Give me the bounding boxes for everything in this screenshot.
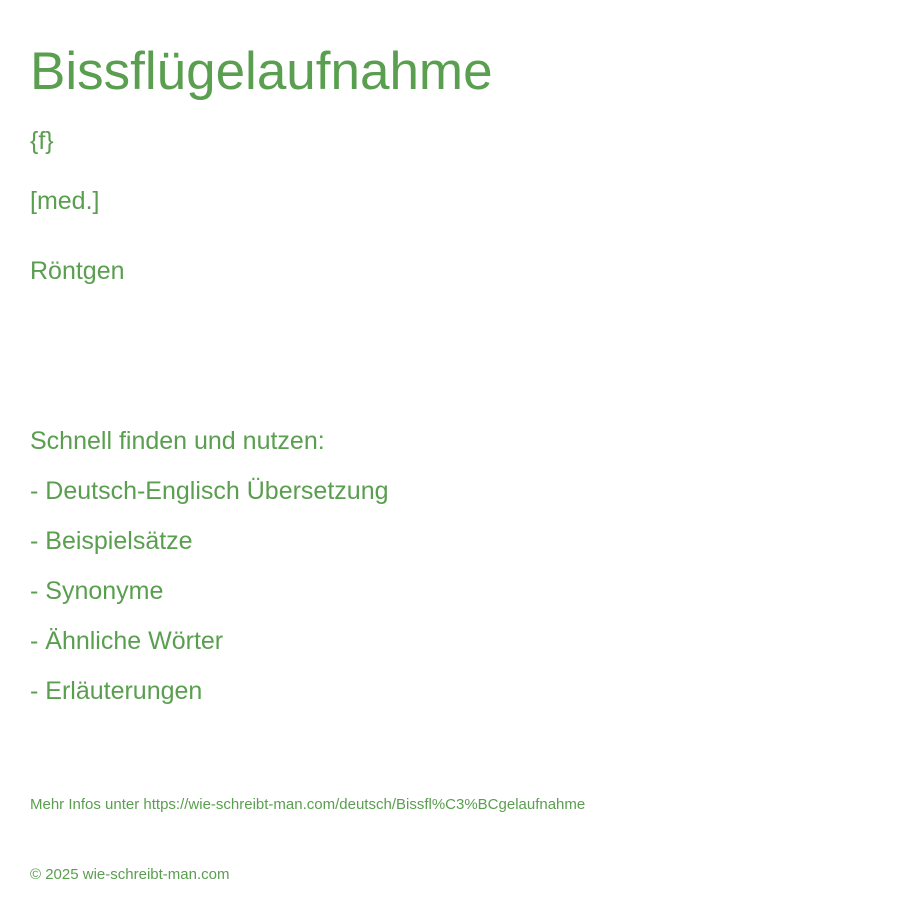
quick-find-item-synonyms: - Synonyme xyxy=(30,577,164,605)
entry-title: Bissflügelaufnahme xyxy=(30,42,493,101)
quick-find-item-examples: - Beispielsätze xyxy=(30,527,193,555)
quick-find-list xyxy=(30,476,389,726)
quick-find-item-explanations: - Erläuterungen xyxy=(30,677,203,705)
subject-field: Röntgen xyxy=(30,257,125,285)
quick-find-heading: Schnell finden und nutzen: xyxy=(30,427,325,455)
copyright-notice: © 2025 wie-schreibt-man.com xyxy=(30,866,230,883)
more-info-text: Mehr Infos unter https://wie-schreibt-man.com/deutsch/Bissfl%C3%BCgelaufnahme xyxy=(30,796,586,813)
quick-find-item-translation: - Deutsch-Englisch Übersetzung xyxy=(30,477,389,505)
subject-domain-label: [med.] xyxy=(30,187,100,215)
grammatical-gender: {f} xyxy=(30,127,54,155)
quick-find-item-similar-words: - Ähnliche Wörter xyxy=(30,627,224,655)
